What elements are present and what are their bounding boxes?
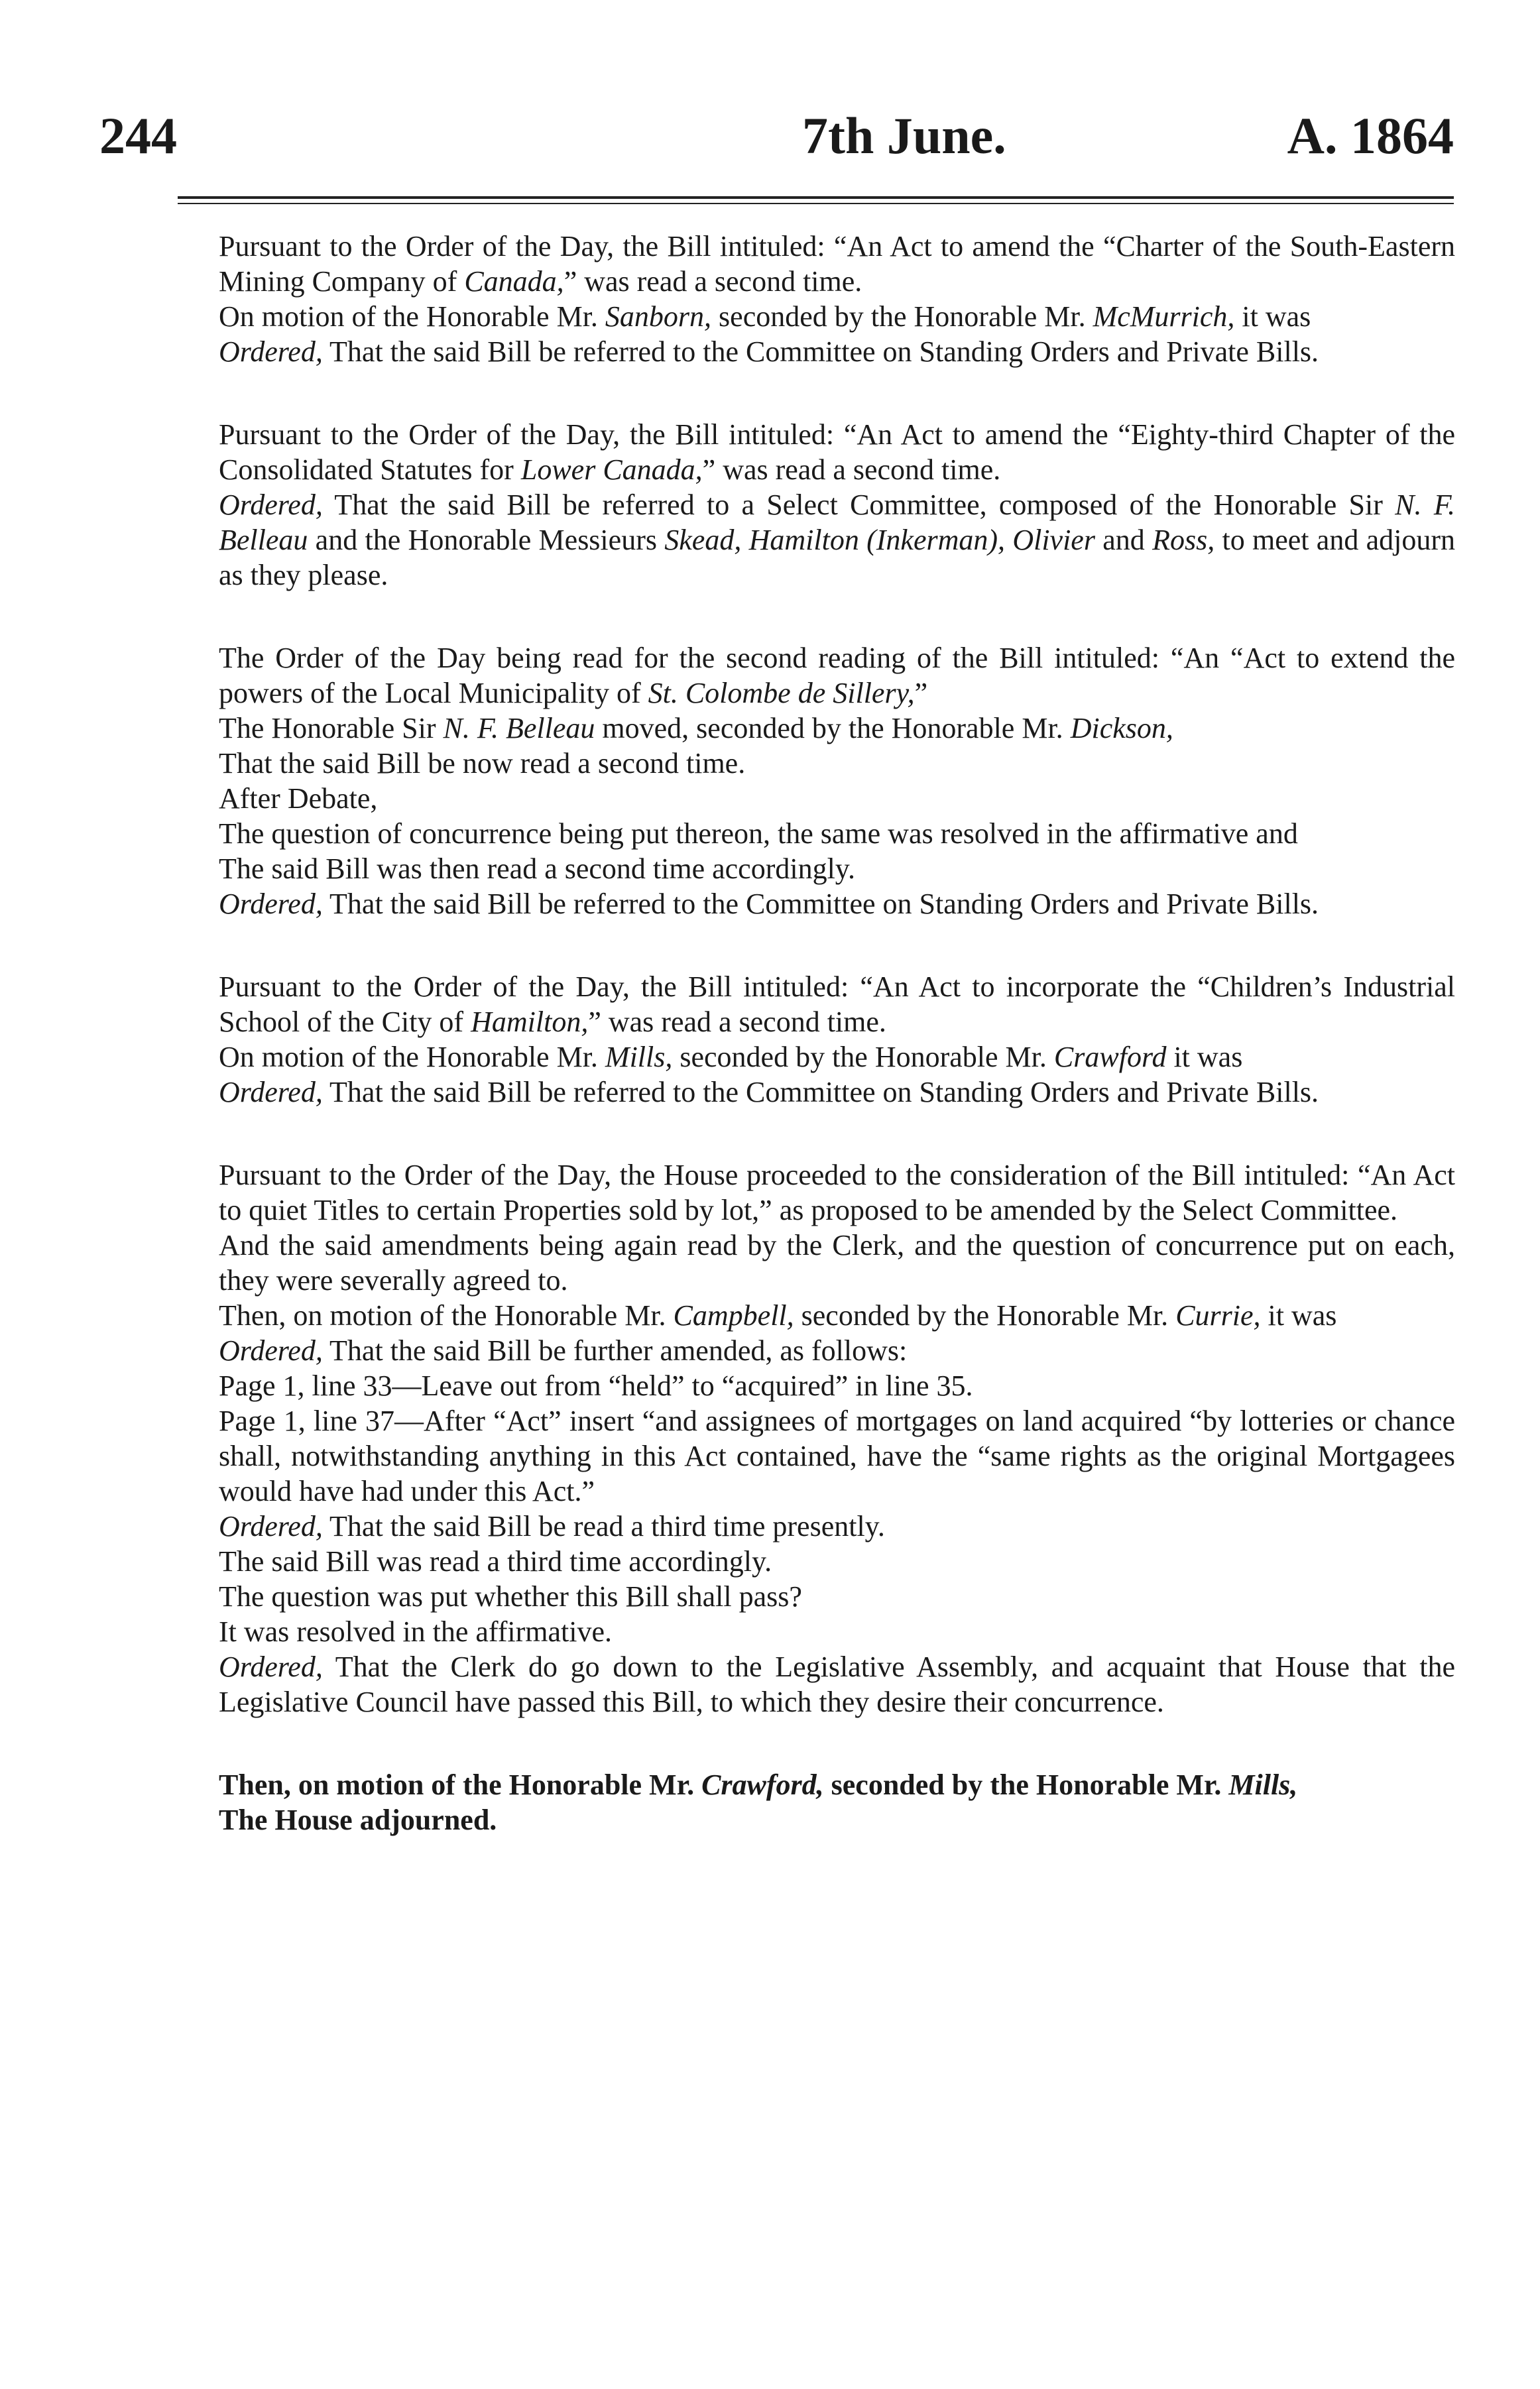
paragraph: The question was put whether this Bill shall pass? [219, 1580, 802, 1613]
paragraph: It was resolved in the affirmative. [219, 1615, 612, 1648]
paragraph: Ordered, That the said Bill be further amended, as follows: [219, 1334, 908, 1367]
paragraph: The said Bill was then read a second time accordingly. [219, 852, 855, 885]
entry-mining-company-bill [219, 229, 1455, 369]
paragraph: Pursuant to the Order of the Day, the Bill intituled: “An Act to amend the “Eighty-third Chapter of the Consolidated Statutes for Lower Canada,” was read a second time. [219, 418, 1455, 486]
paragraph: That the said Bill be now read a second time. [219, 747, 746, 780]
entry-industrial-school-bill [219, 969, 1455, 1110]
header-rule [178, 196, 1454, 204]
paragraph: Page 1, line 37—After “Act” insert “and assignees of mortgages on land acquired “by lotteries or chance shall, notwithstanding anything in this Act contained, have the “same rights as the original Mortgagees would have had under this Act.” [219, 1405, 1455, 1507]
paragraph: Ordered, That the said Bill be referred to the Committee on Standing Orders and Private Bills. [219, 335, 1319, 368]
paragraph: Ordered, That the said Bill be referred to the Committee on Standing Orders and Private Bills. [219, 1076, 1319, 1108]
adjournment-line: The House adjourned. [219, 1804, 497, 1836]
paragraph: On motion of the Honorable Mr. Mills, seconded by the Honorable Mr. Crawford it was [219, 1041, 1243, 1073]
journal-body [219, 229, 1455, 1885]
page-date: 7th June. [802, 107, 1006, 164]
page-year: A. 1864 [1287, 107, 1454, 164]
paragraph: On motion of the Honorable Mr. Sanborn, seconded by the Honorable Mr. McMurrich, it was [219, 300, 1311, 333]
paragraph: After Debate, [219, 782, 378, 815]
paragraph: And the said amendments being again read by the Clerk, and the question of concurrence put on each, they were severally agreed to. [219, 1229, 1455, 1297]
paragraph: The Honorable Sir N. F. Belleau moved, seconded by the Honorable Mr. Dickson, [219, 712, 1173, 744]
paragraph: Then, on motion of the Honorable Mr. Campbell, seconded by the Honorable Mr. Currie, it was [219, 1299, 1337, 1332]
paragraph: Ordered, That the Clerk do go down to the Legislative Assembly, and acquaint that House that the Legislative Council have passed this Bill, to which they desire their concurrence. [219, 1651, 1455, 1718]
paragraph: Pursuant to the Order of the Day, the House proceeded to the consideration of the Bill intituled: “An Act to quiet Titles to certain Properties sold by lot,” as proposed to be amended by the Select Committee. [219, 1159, 1455, 1226]
paragraph: Ordered, That the said Bill be referred to the Committee on Standing Orders and Private Bills. [219, 888, 1319, 920]
paragraph: Then, on motion of the Honorable Mr. Crawford, seconded by the Honorable Mr. Mills, [219, 1769, 1298, 1801]
page-number: 244 [99, 107, 177, 164]
entry-quiet-titles-bill [219, 1157, 1455, 1719]
paragraph: Page 1, line 33—Leave out from “held” to “acquired” in line 35. [219, 1369, 973, 1402]
paragraph: The said Bill was read a third time accordingly. [219, 1545, 772, 1578]
entry-adjournment [219, 1767, 1455, 1837]
paragraph: The Order of the Day being read for the second reading of the Bill intituled: “An “Act to extend the powers of the Local Municipality of St. Colombe de Sillery,” [219, 642, 1455, 709]
entry-sillery-bill [219, 640, 1455, 921]
paragraph: The question of concurrence being put thereon, the same was resolved in the affirmative and [219, 817, 1298, 850]
paragraph: Ordered, That the said Bill be read a third time presently. [219, 1510, 885, 1543]
paragraph: Ordered, That the said Bill be referred to a Select Committee, composed of the Honorable Sir N. F. Belleau and the Honorable Messieurs Skead, Hamilton (Inkerman), Olivier and Ross, to meet and adjourn as they please. [219, 489, 1456, 591]
page-header [99, 99, 1454, 172]
paragraph: Pursuant to the Order of the Day, the Bill intituled: “An Act to incorporate the “Children’s Industrial School of the City of Hamilton,” was read a second time. [219, 970, 1455, 1038]
paragraph: Pursuant to the Order of the Day, the Bill intituled: “An Act to amend the “Charter of the South-Eastern Mining Company of Canada,” was read a second time. [219, 230, 1455, 298]
entry-consolidated-statutes-bill [219, 417, 1455, 593]
